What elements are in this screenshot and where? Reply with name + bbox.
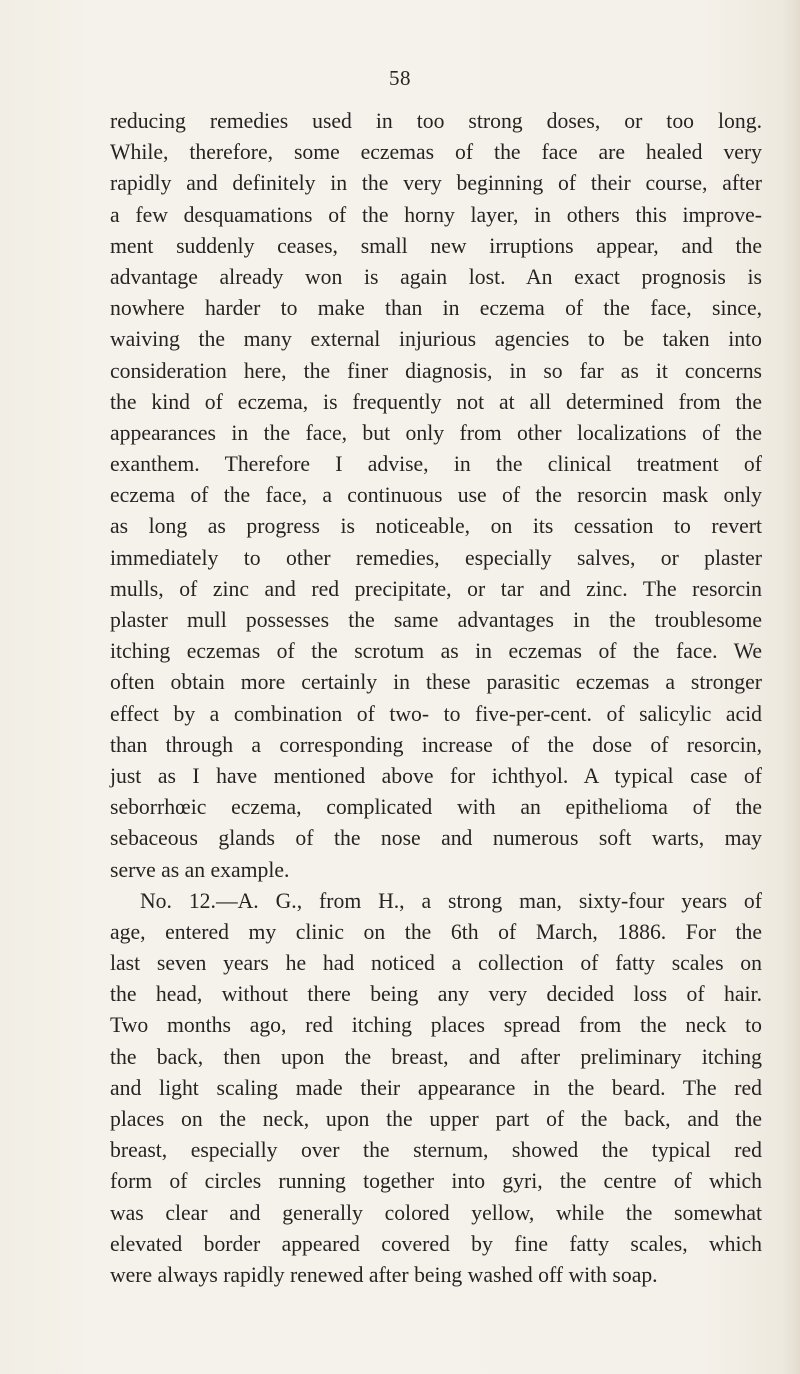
text-line: were always rapidly renewed after being washed off with soap. bbox=[110, 1262, 658, 1287]
text-line: advantage already won is again lost. An exact prognosis is bbox=[110, 264, 762, 289]
page-edge-shadow bbox=[782, 0, 800, 1374]
text-line: last seven years he had noticed a collection of fatty scales on bbox=[110, 951, 762, 976]
text-line: While, therefore, some eczemas of the face are healed very bbox=[110, 140, 762, 165]
text-line: itching eczemas of the scrotum as in eczemas of the face. We bbox=[110, 639, 762, 664]
text-line: elevated border appeared covered by fine fatty scales, which bbox=[110, 1231, 762, 1256]
text-line: exanthem. Therefore I advise, in the clinical treatment of bbox=[110, 452, 762, 477]
text-line: Two months ago, red itching places spread from the neck to bbox=[110, 1013, 762, 1038]
text-line: plaster mull possesses the same advantages in the troublesome bbox=[110, 608, 762, 632]
text-line: than through a corresponding increase of the dose of resorcin, bbox=[110, 732, 762, 757]
text-line: form of circles running together into gyri, the centre of which bbox=[110, 1169, 762, 1194]
text-line: often obtain more certainly in these parasitic eczemas a stronger bbox=[110, 670, 762, 695]
text-line: serve as an example. bbox=[110, 857, 290, 882]
text-line: the back, then upon the breast, and after preliminary itching bbox=[110, 1044, 762, 1069]
paragraph bbox=[110, 106, 762, 886]
body-text bbox=[110, 106, 762, 1291]
text-line: the head, without there being any very decided loss of hair. bbox=[110, 982, 762, 1007]
text-line: appearances in the face, but only from other localizations of the bbox=[110, 420, 762, 445]
text-line: No. 12.—A. G., from H., a strong man, sixty-four years of bbox=[140, 888, 762, 913]
text-line: ment suddenly ceases, small new irruptions appear, and the bbox=[110, 233, 762, 258]
text-line: waiving the many external injurious agencies to be taken into bbox=[110, 327, 762, 352]
text-line: immediately to other remedies, especially salves, or plaster bbox=[110, 545, 762, 570]
text-line: was clear and generally colored yellow, while the somewhat bbox=[110, 1200, 762, 1225]
text-line: the kind of eczema, is frequently not at all determined from the bbox=[110, 389, 762, 414]
text-line: reducing remedies used in too strong doses, or too long. bbox=[110, 109, 762, 133]
text-line: eczema of the face, a continuous use of the resorcin mask only bbox=[110, 483, 762, 508]
text-line: breast, especially over the sternum, showed the typical red bbox=[110, 1138, 762, 1163]
text-line: nowhere harder to make than in eczema of the face, since, bbox=[110, 296, 762, 321]
text-line: just as I have mentioned above for ichthyol. A typical case of bbox=[110, 763, 762, 788]
text-line: consideration here, the finer diagnosis, in so far as it concerns bbox=[110, 358, 762, 383]
page-number: 58 bbox=[389, 66, 411, 90]
text-line: as long as progress is noticeable, on its cessation to revert bbox=[110, 514, 762, 539]
text-line: places on the neck, upon the upper part of the back, and the bbox=[110, 1107, 762, 1131]
text-line: a few desquamations of the horny layer, in others this improve- bbox=[110, 202, 762, 227]
text-line: and light scaling made their appearance in the beard. The red bbox=[110, 1075, 762, 1100]
text-line: rapidly and definitely in the very beginning of their course, after bbox=[110, 171, 762, 196]
text-line: seborrhœic eczema, complicated with an epithelioma of the bbox=[110, 795, 762, 820]
paragraph bbox=[110, 886, 762, 1291]
text-line: age, entered my clinic on the 6th of March, 1886. For the bbox=[110, 919, 762, 944]
text-line: effect by a combination of two- to five-per-cent. of salicylic acid bbox=[110, 701, 762, 726]
text-line: sebaceous glands of the nose and numerous soft warts, may bbox=[110, 826, 762, 851]
text-line: mulls, of zinc and red precipitate, or tar and zinc. The resorcin bbox=[110, 576, 762, 601]
